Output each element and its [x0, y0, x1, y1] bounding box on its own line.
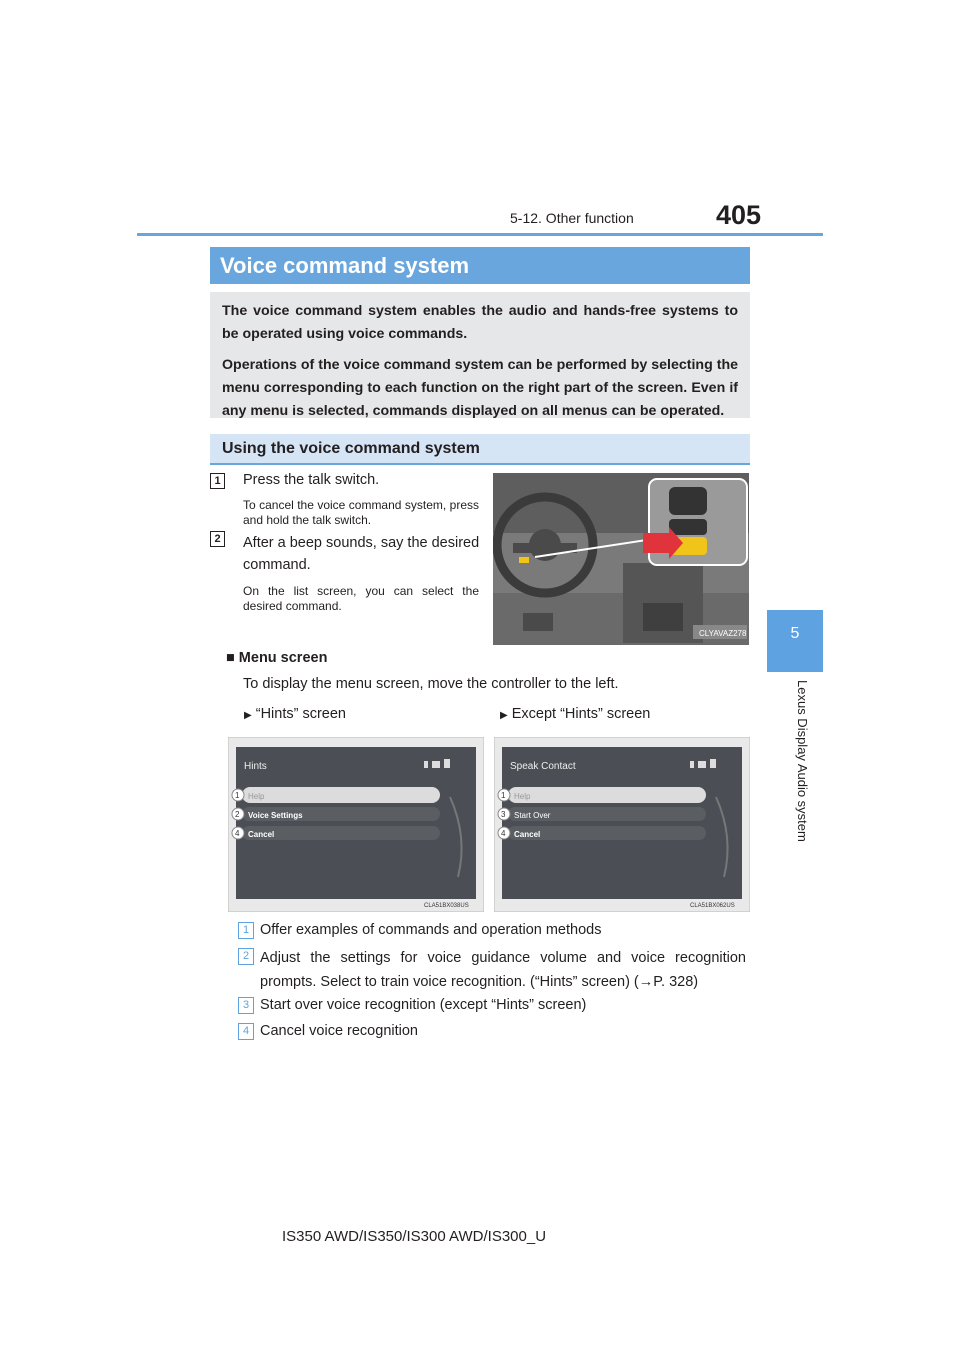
- model-footer: IS350 AWD/IS350/IS300 AWD/IS300_U: [282, 1228, 547, 1245]
- screen-title: Hints: [244, 761, 267, 772]
- chapter-number: 5: [790, 625, 800, 642]
- legend-number: 2: [238, 948, 254, 965]
- screen-item: Cancel: [248, 830, 275, 839]
- callout-number: 1: [501, 791, 506, 800]
- callout-number: 1: [235, 791, 240, 800]
- steering-wheel-illustration: [493, 473, 749, 645]
- legend-text: Offer examples of commands and operation methods: [260, 922, 602, 938]
- callout-number: 4: [235, 829, 240, 838]
- screen-item: Cancel: [514, 830, 541, 839]
- callout-number: 3: [501, 810, 506, 819]
- triangle-bullet-icon: ▶: [500, 710, 508, 721]
- callout-number: 2: [235, 810, 240, 819]
- screen-item: Voice Settings: [248, 811, 303, 820]
- page-number: 405: [716, 200, 762, 230]
- screen-label: [500, 706, 650, 722]
- legend-number: 4: [238, 1023, 254, 1040]
- intro-paragraph: The voice command system enables the audio and hands-free systems to be operated using voice commands.: [222, 303, 738, 342]
- legend-text: Cancel voice recognition: [260, 1023, 418, 1039]
- legend-number: 1: [238, 922, 254, 939]
- callout-number: 4: [501, 829, 506, 838]
- intro-box: [210, 292, 750, 418]
- screen-title: Speak Contact: [510, 761, 576, 772]
- legend-text: Start over voice recognition (except “Hints” screen): [260, 997, 587, 1013]
- hints-screen-image: [228, 737, 484, 912]
- menu-screen-heading: [226, 650, 327, 666]
- step-number: 1: [210, 473, 225, 489]
- step-text: Press the talk switch.: [243, 472, 380, 488]
- legend-number: 3: [238, 997, 254, 1014]
- step-number: 2: [210, 531, 225, 547]
- screen-item: Help: [248, 792, 265, 801]
- menu-description: To display the menu screen, move the controller to the left.: [243, 676, 619, 692]
- step-text: After a beep sounds, say the desired command.: [243, 535, 480, 573]
- image-code: CLA51BX062US: [690, 903, 735, 909]
- screen-label-text: Except “Hints” screen: [511, 706, 651, 722]
- screen-item: Start Over: [514, 811, 551, 820]
- square-bullet-icon: ■: [226, 650, 235, 666]
- image-code: CLA51BX038US: [424, 903, 469, 909]
- menu-heading-text: Menu screen: [238, 650, 328, 666]
- intro-paragraph: Operations of the voice command system can be performed by selecting the menu corresponding to each function on the right part of the screen. Even if any menu is selected, commands displayed on all menus can be operated.: [222, 357, 738, 419]
- page-heading: Voice command system: [210, 247, 750, 284]
- header-rule: [137, 233, 823, 236]
- except-hints-screen-image: [494, 737, 750, 912]
- subsection-heading: Using the voice command system: [210, 434, 750, 465]
- chapter-label: Lexus Display Audio system: [795, 680, 810, 842]
- screen-item: Help: [514, 792, 531, 801]
- section-title: 5-12. Other function: [510, 210, 634, 226]
- screen-label-text: “Hints” screen: [255, 706, 346, 722]
- image-code: CLYAVAZ278: [699, 629, 747, 638]
- screen-label: [244, 706, 346, 722]
- legend-text: Adjust the settings for voice guidance volume and voice recognition prompts. Select to train voice recognition. (“Hints” screen) (→P. 328): [260, 950, 746, 990]
- step-note: To cancel the voice command system, press and hold the talk switch.: [243, 498, 479, 527]
- triangle-bullet-icon: ▶: [244, 710, 252, 721]
- step-note: On the list screen, you can select the desired command.: [243, 584, 479, 613]
